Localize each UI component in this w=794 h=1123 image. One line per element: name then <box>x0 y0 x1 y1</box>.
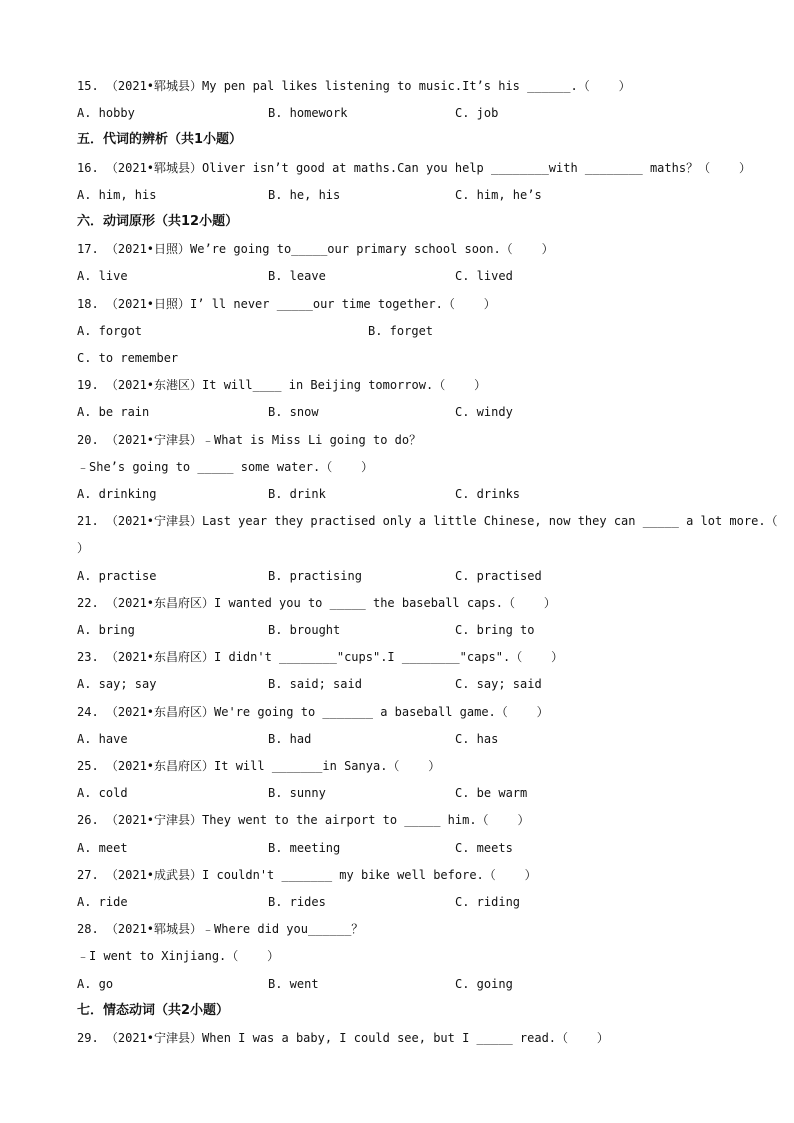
option-c: C. him, he’s <box>455 188 542 202</box>
question-text: 18. （2021•日照）I’ ll never _____our time together.（ ） <box>77 297 496 311</box>
option-c: C. bring to <box>455 623 535 637</box>
question-text: ） <box>77 541 90 555</box>
option-c: C. going <box>455 977 513 991</box>
option-c: C. drinks <box>455 487 521 501</box>
option-b: B. went <box>268 977 319 991</box>
question-text: 21. （2021•宁津县）Last year they practised only a little Chinese, now they can _____ a lot more.（ <box>77 514 778 528</box>
option-b: B. brought <box>268 623 341 637</box>
option-a: A. him, his <box>77 188 157 202</box>
option-c: C. lived <box>455 269 513 283</box>
question-text: 23. （2021•东昌府区）I didn't ________"cups".I ________"caps".（ ） <box>77 650 564 664</box>
section-heading: 五．代词的辨析（共1小题） <box>77 132 243 147</box>
option-b: B. sunny <box>268 786 326 800</box>
option-c: C. has <box>455 732 499 746</box>
question-text: 20. （2021•宁津县）﹣What is Miss Li going to do？ <box>77 433 422 447</box>
option-a: A. say; say <box>77 677 157 691</box>
question-text: 27. （2021•成武县）I couldn't _______ my bike well before.（ ） <box>77 868 537 882</box>
option-a: A. bring <box>77 623 135 637</box>
question-text: 17. （2021•日照）We’re going to_____our primary school soon.（ ） <box>77 242 554 256</box>
option-a: A. forgot <box>77 324 143 338</box>
option-b: B. leave <box>268 269 326 283</box>
section-heading: 七．情态动词（共2小题） <box>77 1003 230 1018</box>
option-b: B. rides <box>268 895 326 909</box>
option-b: B. he, his <box>268 188 341 202</box>
question-text: 25. （2021•东昌府区）It will _______in Sanya.（ ） <box>77 759 441 773</box>
question-text: 22. （2021•东昌府区）I wanted you to _____ the baseball caps.（ ） <box>77 596 556 610</box>
option-a: A. have <box>77 732 128 746</box>
option-c: C. be warm <box>455 786 528 800</box>
section-heading: 六．动词原形（共12小题） <box>77 214 239 229</box>
option-b: B. said; said <box>268 677 362 691</box>
option-a: A. cold <box>77 786 128 800</box>
question-text: C. to remember <box>77 351 179 365</box>
option-a: A. be rain <box>77 405 150 419</box>
option-a: A. meet <box>77 841 128 855</box>
question-text: 29. （2021•宁津县）When I was a baby, I could see, but I _____ read.（ ） <box>77 1031 609 1045</box>
option-b: B. meeting <box>268 841 341 855</box>
option-a: A. hobby <box>77 106 135 120</box>
option-a: A. practise <box>77 569 157 583</box>
question-text: 19. （2021•东港区）It will____ in Beijing tomorrow.（ ） <box>77 378 487 392</box>
option-a: A. drinking <box>77 487 157 501</box>
option-c: C. practised <box>455 569 542 583</box>
option-b: B. snow <box>268 405 319 419</box>
option-a: A. ride <box>77 895 128 909</box>
option-b: B. drink <box>268 487 326 501</box>
option-b: B. forget <box>368 324 434 338</box>
question-text: 26. （2021•宁津县）They went to the airport to _____ him.（ ） <box>77 813 530 827</box>
option-c: C. riding <box>455 895 521 909</box>
option-b: B. homework <box>268 106 348 120</box>
option-c: C. job <box>455 106 499 120</box>
option-c: C. say; said <box>455 677 542 691</box>
question-text: 15. （2021•郓城县）My pen pal likes listening to music.It’s his ______.（ ） <box>77 79 631 93</box>
question-text: 24. （2021•东昌府区）We're going to _______ a baseball game.（ ） <box>77 705 549 719</box>
question-text: ﹣I went to Xinjiang.（ ） <box>77 949 280 963</box>
option-a: A. go <box>77 977 114 991</box>
question-text: ﹣She’s going to _____ some water.（ ） <box>77 460 374 474</box>
question-text: 16. （2021•郓城县）Oliver isn’t good at maths.Can you help ________with ________ maths？（ ） <box>77 161 751 175</box>
option-c: C. windy <box>455 405 513 419</box>
question-text: 28. （2021•郓城县）﹣Where did you______？ <box>77 922 364 936</box>
option-b: B. practising <box>268 569 362 583</box>
option-c: C. meets <box>455 841 513 855</box>
option-b: B. had <box>268 732 312 746</box>
option-a: A. live <box>77 269 128 283</box>
